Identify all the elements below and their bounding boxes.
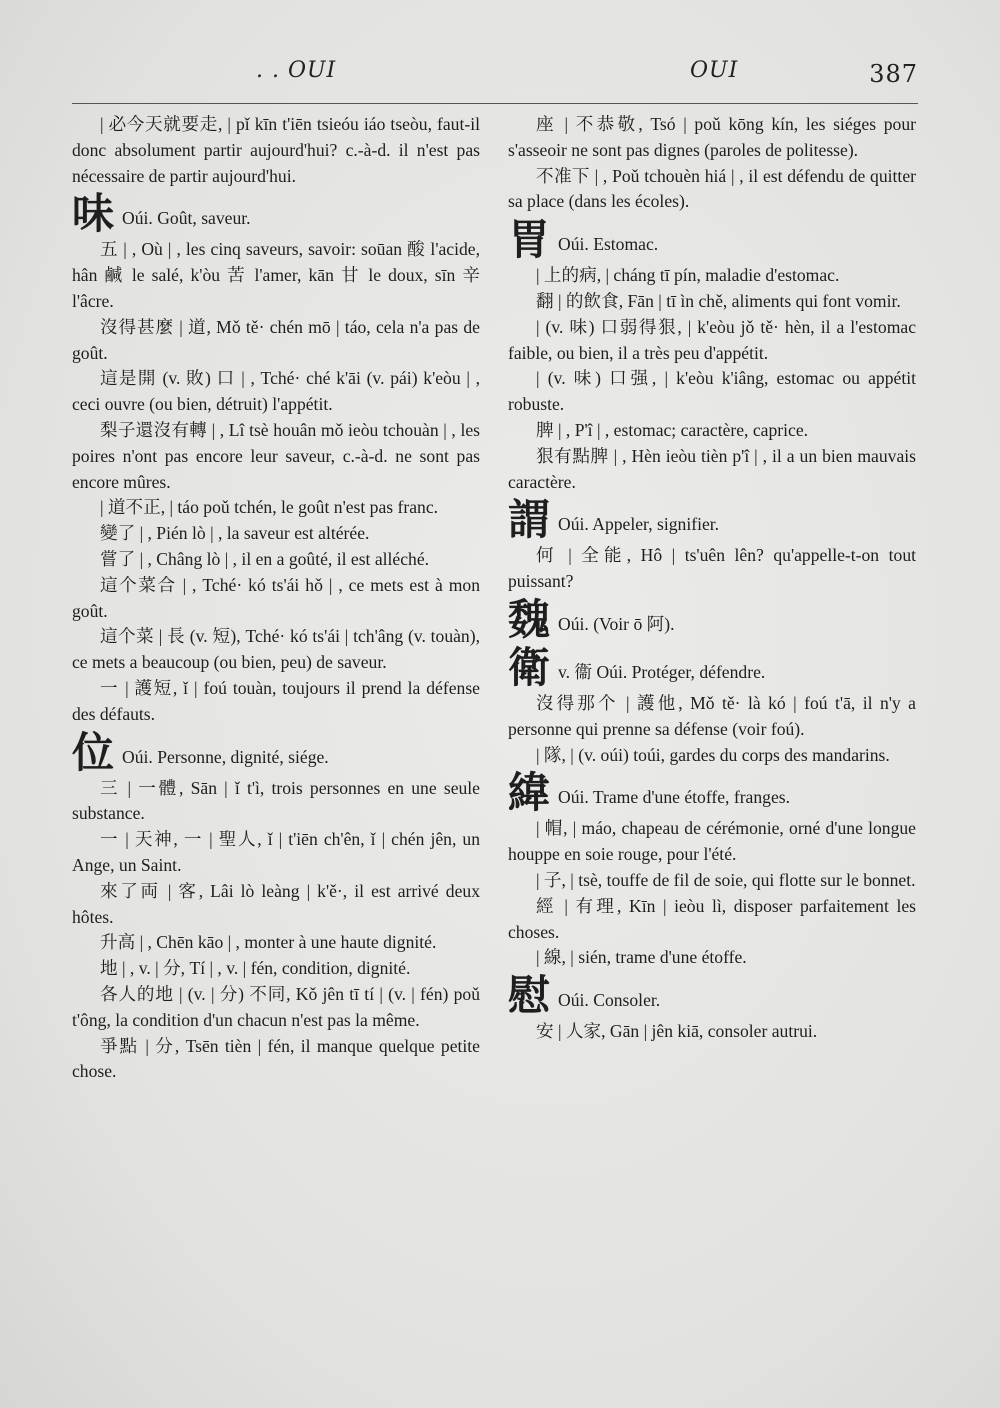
sub-entry: | 上的病, | cháng tī pín, maladie d'estomac. xyxy=(536,265,840,286)
headword-entry xyxy=(508,497,916,543)
running-head-center: OUI xyxy=(690,58,739,83)
sub-entry: 座 | 不恭敬, Tsó | poǔ kōng kín, les siéges pour s'asseoir ne sont pas dignes (paroles de politesse). xyxy=(508,114,916,160)
headword-character: 位 xyxy=(72,727,115,777)
sub-entry: 三 | 一體, Sān | ǐ t'ì, trois personnes en une seule substance. xyxy=(72,777,480,824)
sub-entry: 翻 | 的飲食, Fān | tī ìn chě, aliments qui font vomir. xyxy=(536,290,901,311)
sub-entry: 這个菜合 | , Tché· kó ts'ái hǒ | , ce mets est à mon goût. xyxy=(72,574,480,621)
sub-entry: 來了両 | 客, Lâi lò leàng | k'ě·, il est arrivé deux hôtes. xyxy=(72,880,480,927)
headword-character: 緯 xyxy=(508,768,551,818)
headword-definition: Oúi. (Voir ō 阿). xyxy=(558,613,675,634)
sub-entry: 嘗了 | , Châng lò | , il en a goûté, il est alléché. xyxy=(100,548,430,569)
headword-character: 魏 xyxy=(508,594,551,644)
sub-entry: 不准下 | , Poǔ tchouèn hiá | , il est défendu de quitter sa place (dans les écoles). xyxy=(508,165,916,212)
sub-entry: | 隊, | (v. oúi) toúi, gardes du corps des mandarins. xyxy=(536,744,890,765)
sub-entry: 一 | 天神, 一 | 聖人, ǐ | t'iēn ch'ên, ǐ | chén jên, un Ange, un Saint. xyxy=(72,829,480,875)
headword-character: 慰 xyxy=(508,971,551,1021)
sub-entry: 爭點 | 分, Tsēn tièn | fén, il manque quelque petite chose. xyxy=(72,1035,480,1082)
headword-entry xyxy=(508,594,916,644)
sub-entry: | (v. 味) 口弱得狠, | k'eòu jǒ tě· hèn, il a l'estomac faible, ou bien, il a très peu d'appétit. xyxy=(508,316,916,363)
sub-entry: 變了 | , Pién lò | , la saveur est altérée. xyxy=(100,523,370,544)
sub-entry: 何 | 全能, Hô | ts'uên lên? qu'appelle-t-on tout puissant? xyxy=(508,545,916,592)
sub-entry: 脾 | , P'î | , estomac; caractère, caprice. xyxy=(536,419,809,440)
sub-entry: 五 | , Où | , les cinq saveurs, savoir: soūan 酸 l'acide, hân 鹹 le salé, k'òu 苦 l'amer, kān 甘 le doux, sīn 辛 l'âcre. xyxy=(72,239,480,311)
headword-definition: Oúi. Appeler, signifier. xyxy=(558,514,720,535)
sub-entry: 一 | 護短, ǐ | foú touàn, toujours il prend la défense des défauts. xyxy=(72,677,480,724)
headword-entry xyxy=(508,642,916,692)
sub-entry: 沒得那个 | 護他, Mǒ tě· là kó | foú t'ā, il n'y a personne qui prenne sa défense (voir foú). xyxy=(508,692,916,739)
sub-entry: 各人的地 | (v. | 分) 不同, Kǒ jên tī tí | (v. | fén) poǔ t'ông, la condition d'un chacun n'est pas la même. xyxy=(72,983,480,1030)
sub-entry: 沒得甚麼 | 道, Mǒ tě· chén mō | táo, cela n'a pas de goût. xyxy=(72,316,480,363)
sub-entry: 經 | 有理, Kīn | ieòu lì, disposer parfaitement les choses. xyxy=(508,895,916,942)
sub-entry: | (v. 味) 口强, | k'eòu k'iâng, estomac ou appétit robuste. xyxy=(508,368,916,415)
sub-entry: | 道不正, | táo poǔ tchén, le goût n'est pas franc. xyxy=(100,497,439,518)
sub-entry: 梨子還沒有轉 | , Lî tsè houân mǒ ieòu tchouàn | , les poires n'ont pas encore leur saveur, c.-à-d. ne sont pas encore mûres. xyxy=(72,419,480,492)
sub-entry: | 帽, | máo, chapeau de cérémonie, orné d'une longue houppe en soie rouge, pour l'été. xyxy=(508,818,916,865)
headword-definition: Oúi. Trame d'une étoffe, franges. xyxy=(558,787,791,808)
page-number: 387 xyxy=(869,60,918,88)
headword-character: 衛 xyxy=(508,642,551,692)
headword-definition: Oúi. Consoler. xyxy=(558,990,661,1011)
headword-entry xyxy=(72,191,480,237)
sub-entry: 升高 | , Chēn kāo | , monter à une haute dignité. xyxy=(100,932,437,953)
sub-entry: 這是開 (v. 敗) 口 | , Tché· ché k'āi (v. pái) k'eòu | , ceci ouvre (ou bien, détruit) l'appétit. xyxy=(72,368,480,415)
left-column xyxy=(72,112,480,1085)
sub-entry: 狠有點脾 | , Hèn ieòu tièn p'î | , il a un bien mauvais caractère. xyxy=(508,445,916,492)
headword-entry xyxy=(508,217,916,263)
headword-entry xyxy=(508,770,916,816)
headword-character: 胃 xyxy=(508,215,551,265)
sub-entry: 地 | , v. | 分, Tí | , v. | fén, condition, dignité. xyxy=(100,958,411,979)
headword-definition: Oúi. Goût, saveur. xyxy=(122,208,251,229)
running-head-left: . . OUI xyxy=(256,58,337,83)
headword-definition: Oúi. Estomac. xyxy=(558,234,659,255)
sub-entry: | 必今天就要走, | pǐ kīn t'iēn tsieóu iáo tseòu, faut-il donc absolument partir aujourd'hui? c.-à-d. il n'est pas nécessaire de partir aujourd'hui. xyxy=(72,114,480,186)
headword-definition: Oúi. Personne, dignité, siége. xyxy=(122,746,329,767)
headword-entry xyxy=(508,973,916,1019)
right-column xyxy=(508,112,916,1045)
sub-entry: 安 | 人家, Gān | jên kiā, consoler autrui. xyxy=(536,1021,818,1042)
sub-entry: | 子, | tsè, touffe de fil de soie, qui flotte sur le bonnet. xyxy=(536,869,916,890)
headword-definition: v. 衞 Oúi. Protéger, défendre. xyxy=(558,661,766,682)
headword-entry xyxy=(72,727,480,777)
header-rule xyxy=(72,103,918,104)
headword-character: 謂 xyxy=(508,495,551,545)
sub-entry: 這个菜 | 長 (v. 短), Tché· kó ts'ái | tch'âng (v. touàn), ce mets a beaucoup (ou bien, peu) de saveur. xyxy=(72,626,480,673)
sub-entry: | 線, | sién, trame d'une étoffe. xyxy=(536,947,747,968)
headword-character: 味 xyxy=(72,189,115,239)
